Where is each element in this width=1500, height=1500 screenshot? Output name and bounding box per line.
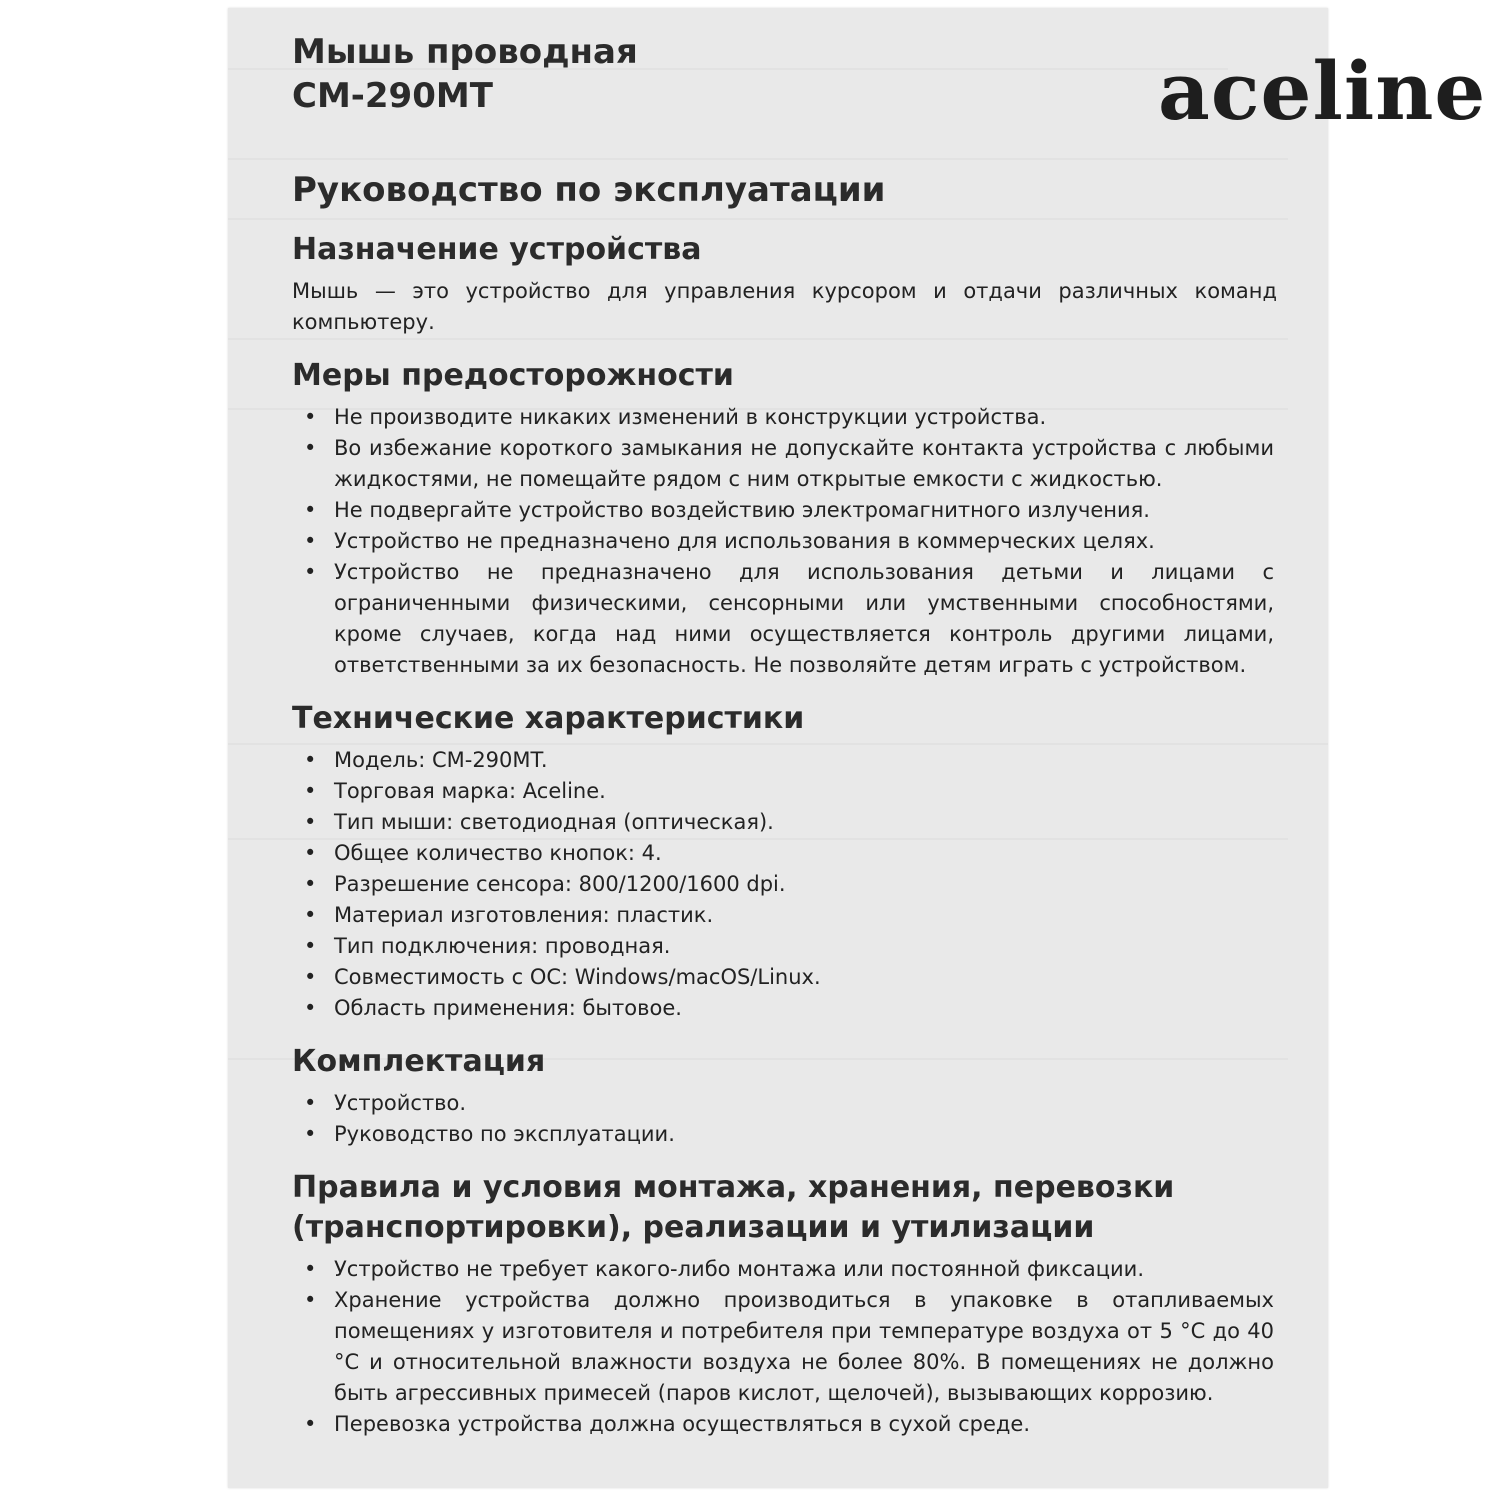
precautions-list: [292, 402, 1282, 681]
list-item: • Общее количество кнопок: 4.: [292, 838, 1274, 869]
product-title-line2: CM-290MT: [292, 76, 493, 116]
list-item: • Тип подключения: проводная.: [292, 931, 1274, 962]
bullet-icon: •: [304, 841, 317, 865]
bullet-icon: •: [304, 748, 317, 772]
list-item: • Тип мыши: светодиодная (оптическая).: [292, 807, 1274, 838]
section-heading-rules: Правила и условия монтажа, хранения, перевозки (транспортировки), реализации и утилизации: [292, 1170, 1175, 1245]
bullet-icon: •: [304, 779, 317, 803]
bullet-icon: •: [304, 810, 317, 834]
bullet-icon: •: [304, 1288, 317, 1312]
list-item: • Разрешение сенсора: 800/1200/1600 dpi.: [292, 869, 1274, 900]
manual-title: Руководство по эксплуатации: [292, 170, 886, 210]
bullet-icon: •: [304, 903, 317, 927]
bullet-icon: •: [304, 529, 317, 553]
list-item: • Устройство не требует какого-либо монтажа или постоянной фиксации.: [292, 1254, 1274, 1285]
manual-page: [228, 8, 1487, 1488]
package-list: [292, 1088, 1282, 1150]
bullet-icon: •: [304, 1257, 317, 1281]
section-heading-purpose: Назначение устройства: [292, 232, 702, 267]
bullet-icon: •: [304, 934, 317, 958]
list-item: • Руководство по эксплуатации.: [292, 1119, 1274, 1150]
product-title: [292, 30, 712, 118]
section-heading-precautions: Меры предосторожности: [292, 358, 734, 393]
specs-list: [292, 745, 1282, 1024]
list-item: • Во избежание короткого замыкания не допускайте контакта устройства с любыми жидкостями, не помещайте рядом с ним открытые емкости с жидкостью.: [292, 433, 1274, 495]
list-item: • Хранение устройства должно производиться в упаковке в отапливаемых помещениях у изготовителя и потребителя при температуре воздуха от 5 °С до 40 °С и относительной влажности воздуха не более 80%. В помещениях не должно быть агрессивных примесей (паров кислот, щелочей), вызывающих коррозию.: [292, 1285, 1274, 1409]
manual-content: [292, 30, 1282, 1440]
bullet-icon: •: [304, 498, 317, 522]
bullet-icon: •: [304, 405, 317, 429]
brand-logo: aceline: [1158, 44, 1487, 138]
bullet-icon: •: [304, 965, 317, 989]
list-item: • Не производите никаких изменений в конструкции устройства.: [292, 402, 1274, 433]
list-item: • Материал изготовления: пластик.: [292, 900, 1274, 931]
bullet-icon: •: [304, 1122, 317, 1146]
bullet-icon: •: [304, 996, 317, 1020]
bullet-icon: •: [304, 436, 317, 460]
list-item: • Модель: CM-290MT.: [292, 745, 1274, 776]
list-item: • Совместимость с ОС: Windows/macOS/Linux.: [292, 962, 1274, 993]
bullet-icon: •: [304, 872, 317, 896]
bullet-icon: •: [304, 1091, 317, 1115]
bullet-icon: •: [304, 560, 317, 584]
purpose-text: Мышь — это устройство для управления курсором и отдачи различных команд компьютеру.: [292, 279, 1277, 334]
rules-list: [292, 1254, 1282, 1440]
list-item: • Устройство не предназначено для использования детьми и лицами с ограниченными физическими, сенсорными или умственными способностями, кроме случаев, когда над ними осуществляется контроль другими лицами, ответственными за их безопасность. Не позволяйте детям играть с устройством.: [292, 557, 1274, 681]
list-item: • Устройство не предназначено для использования в коммерческих целях.: [292, 526, 1274, 557]
list-item: • Торговая марка: Aceline.: [292, 776, 1274, 807]
section-heading-specs: Технические характеристики: [292, 701, 805, 736]
bullet-icon: •: [304, 1412, 317, 1436]
list-item: • Перевозка устройства должна осуществляться в сухой среде.: [292, 1409, 1274, 1440]
list-item: • Устройство.: [292, 1088, 1274, 1119]
list-item: • Не подвергайте устройство воздействию электромагнитного излучения.: [292, 495, 1274, 526]
list-item: • Область применения: бытовое.: [292, 993, 1274, 1024]
product-title-line1: Мышь проводная: [292, 32, 638, 72]
section-heading-package: Комплектация: [292, 1044, 546, 1079]
